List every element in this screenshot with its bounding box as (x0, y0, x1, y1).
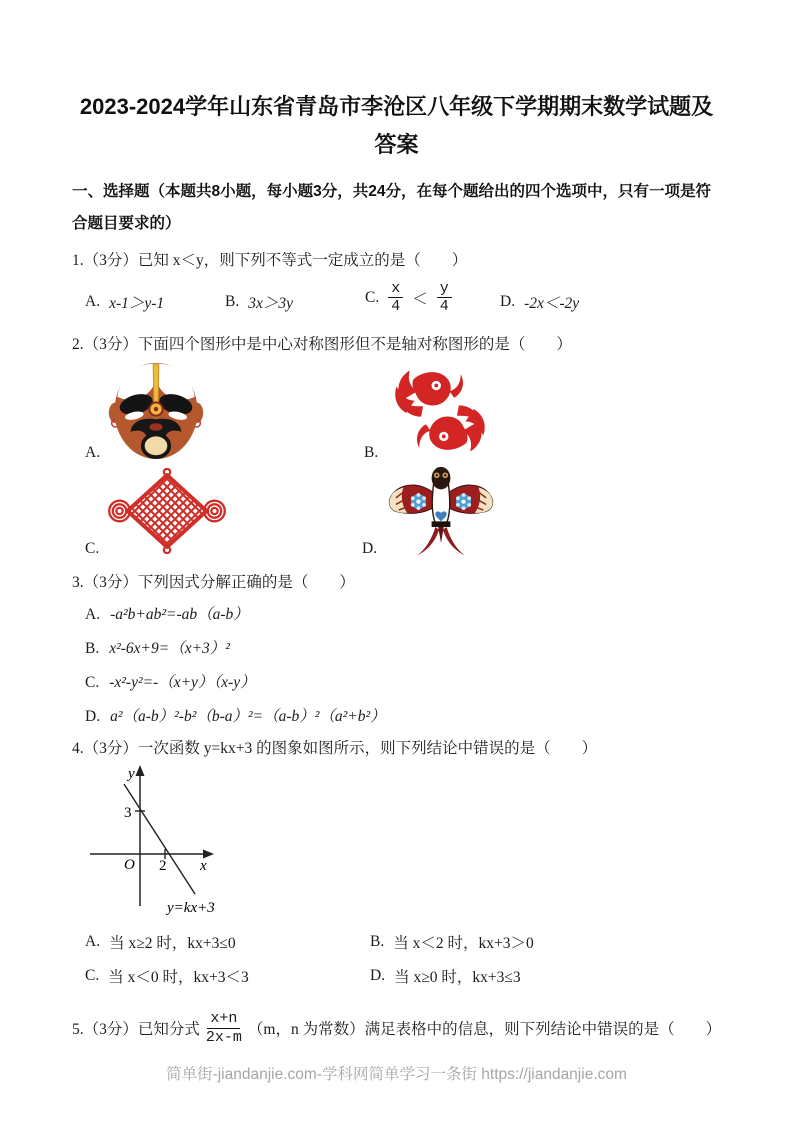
option-1b (225, 291, 293, 313)
option-3d-text: a²（a-b）²-b²（b-a）²=（a-b）²（a²+b²） (110, 708, 386, 725)
fraction-x-over-4 (388, 280, 403, 316)
fraction-numerator: x (388, 280, 403, 298)
option-3c-text: -x²-y²=-（x+y）（x-y） (109, 674, 256, 691)
option-3d-label: D. (85, 708, 101, 725)
y-axis-arrow (136, 765, 145, 776)
question-5-stem-pre: 5.（3分）已知分式 (72, 1021, 200, 1038)
origin-label: O (124, 857, 135, 873)
opera-mask-image (108, 360, 204, 460)
question-4-stem: 4.（3分）一次函数 y=kx+3 的图象如图所示，则下列结论中错误的是（ ） (72, 740, 598, 757)
fraction-y-over-4 (437, 280, 452, 316)
kite-image (382, 464, 500, 558)
question-2 (72, 330, 721, 560)
option-4a-label: A. (85, 933, 101, 950)
option-3a (72, 598, 721, 632)
option-1a-text: x-1＞y-1 (109, 295, 165, 312)
option-3a-label: A. (85, 606, 101, 623)
question-3 (72, 568, 721, 734)
question-1-stem: 1.（3分）已知 x＜y，则下列不等式一定成立的是（ ） (72, 252, 468, 269)
option-1d-label: D. (500, 293, 516, 310)
question-2-figures-row-1 (72, 360, 721, 464)
option-1c-label: C. (365, 288, 380, 306)
option-4c (85, 965, 249, 987)
fraction-denominator: 2x-m (205, 1028, 242, 1046)
question-3-stem: 3.（3分）下列因式分解正确的是（ ） (72, 574, 355, 591)
fraction-denominator: 4 (391, 298, 401, 316)
figure-2b-label: B. (364, 444, 379, 461)
option-4b-label: B. (370, 933, 385, 950)
option-1c-operator: ＜ (412, 290, 428, 308)
line-equation-label: y=kx+3 (167, 900, 215, 916)
option-4a-text: 当 x≥2 时，kx+3≤0 (109, 935, 236, 952)
option-1a-label: A. (85, 293, 101, 310)
fraction-denominator: 4 (439, 298, 449, 316)
figure-2c-label: C. (85, 540, 100, 557)
question-1-options (72, 276, 721, 330)
chinese-knot-image (102, 468, 232, 554)
x-intercept-label: 2 (159, 858, 167, 874)
option-4d-label: D. (370, 967, 386, 984)
option-4d (370, 965, 521, 987)
question-2-stem: 2.（3分）下面四个图形中是中心对称图形但不是轴对称图形的是（ ） (72, 336, 572, 353)
fraction-xn-over-2xm (203, 1010, 245, 1046)
function-line (124, 784, 195, 894)
site-footer: 简单街-jiandanjie.com-学科网简单学习一条街 https://jiandanjie.com (166, 1066, 627, 1083)
option-4a (85, 931, 236, 953)
option-1a (85, 291, 164, 313)
question-4 (72, 734, 721, 1001)
option-4c-label: C. (85, 967, 100, 984)
linear-function-graph (85, 764, 270, 922)
option-3d (72, 700, 721, 734)
option-3b (72, 632, 721, 666)
option-4b-text: 当 x＜2 时，kx+3＞0 (393, 935, 534, 952)
option-1c (365, 280, 452, 316)
option-1b-label: B. (225, 293, 240, 310)
option-3c-label: C. (85, 674, 100, 691)
y-intercept-label: 3 (124, 805, 132, 821)
option-1b-text: 3x＞3y (248, 295, 293, 312)
option-1d-text: -2x＜-2y (524, 295, 580, 312)
page-title: 2023-2024学年山东省青岛市李沧区八年级下学期期末数学试题及答案 (79, 94, 714, 157)
figure-2a-label: A. (85, 444, 101, 461)
option-4b (370, 931, 534, 953)
question-5 (72, 1001, 721, 1055)
figure-2d-label: D. (362, 540, 378, 557)
option-4c-text: 当 x＜0 时，kx+3＜3 (108, 969, 249, 986)
y-axis-label: y (128, 766, 135, 782)
option-3b-text: x²-6x+9=（x+3）² (109, 640, 230, 657)
x-axis-label: x (200, 858, 207, 874)
option-4d-text: 当 x≥0 时，kx+3≤3 (394, 969, 521, 986)
fraction-numerator: x+n (207, 1010, 240, 1028)
option-3a-text: -a²b+ab²=-ab（a-b） (110, 606, 249, 623)
fraction-numerator: y (437, 280, 452, 298)
option-3b-label: B. (85, 640, 100, 657)
question-5-stem-post: （m，n 为常数）满足表格中的信息，则下列结论中错误的是（ ） (247, 1021, 722, 1038)
question-4-figure (85, 764, 721, 927)
question-4-options (72, 931, 721, 1001)
section-heading: 一、选择题（本题共8小题，每小题3分，共24分，在每个题给出的四个选项中，只有一项是符合题目要求的） (72, 183, 711, 232)
question-1 (72, 246, 721, 330)
question-2-figures-row-2 (72, 464, 721, 560)
papercut-fish-image (392, 362, 488, 460)
option-1d (500, 291, 579, 313)
option-3c (72, 666, 721, 700)
